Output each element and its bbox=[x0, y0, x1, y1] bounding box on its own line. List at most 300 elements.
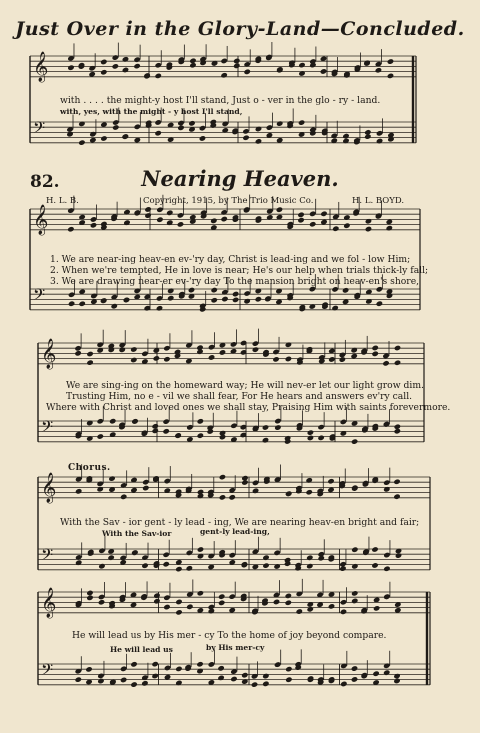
note-head bbox=[252, 340, 259, 346]
note-head bbox=[394, 345, 401, 351]
verse-3-line-a: 3. We are drawing near-er ev-'ry day To the mansion bright on heav-en's shore, bbox=[50, 276, 420, 287]
note-head bbox=[120, 666, 127, 672]
note-head bbox=[262, 562, 269, 568]
note-head bbox=[67, 226, 74, 232]
note-head bbox=[177, 221, 184, 227]
note-head bbox=[371, 546, 378, 552]
note-head bbox=[208, 344, 215, 350]
note-head bbox=[217, 675, 224, 681]
note-head bbox=[68, 292, 75, 298]
note-head bbox=[163, 604, 170, 610]
note-head bbox=[220, 209, 227, 215]
treble-clef-icon: 𝄞 bbox=[41, 473, 57, 503]
note-head bbox=[177, 125, 184, 131]
note-head bbox=[97, 673, 104, 679]
note-head bbox=[244, 69, 251, 75]
note-head bbox=[393, 678, 400, 684]
chorus-echo-2a: He will lead us bbox=[110, 645, 173, 654]
note-head bbox=[285, 490, 292, 496]
note-head bbox=[89, 131, 96, 137]
note-head bbox=[155, 62, 162, 68]
note-head bbox=[305, 489, 312, 495]
note-head bbox=[351, 665, 358, 671]
note-head bbox=[199, 135, 206, 141]
note-head bbox=[343, 222, 350, 228]
note-head bbox=[100, 135, 107, 141]
note-head bbox=[285, 666, 292, 672]
note-head bbox=[264, 295, 271, 301]
note-head bbox=[143, 73, 150, 79]
note-head bbox=[177, 120, 184, 126]
note-head bbox=[166, 210, 173, 216]
treble-clef-icon: 𝄞 bbox=[41, 339, 57, 369]
note-head bbox=[285, 676, 292, 682]
note-head bbox=[320, 68, 327, 74]
note-head bbox=[298, 70, 305, 76]
bass-clef-icon: 𝄢 bbox=[41, 546, 54, 568]
note-head bbox=[98, 599, 105, 605]
note-head bbox=[163, 345, 170, 351]
lyricist-credit: H. L. B. bbox=[46, 196, 79, 206]
note-head bbox=[112, 63, 119, 69]
lyric-top: with . . . . the might-y host I'll stand, Just o - ver in the glo - ry - land. bbox=[60, 95, 381, 106]
note-head bbox=[351, 590, 358, 596]
note-head bbox=[230, 341, 237, 347]
chorus-echo-1a: With the Sav-ior bbox=[102, 529, 172, 538]
note-head bbox=[306, 555, 313, 561]
verse-1-line-b: We are sing-ing on the homeward way; He will nev-er let our light grow dim. bbox=[66, 380, 424, 391]
note-head bbox=[208, 608, 215, 614]
note-head bbox=[98, 548, 105, 554]
note-head bbox=[186, 550, 193, 556]
note-head bbox=[156, 295, 163, 301]
note-head bbox=[276, 206, 283, 212]
note-head bbox=[131, 418, 138, 424]
note-head bbox=[285, 342, 292, 348]
note-head bbox=[188, 120, 195, 126]
note-head bbox=[219, 474, 226, 480]
lyric-top-bass: with, yes, with the might - y host I'll stand, bbox=[60, 107, 243, 116]
note-head bbox=[163, 594, 170, 600]
note-head bbox=[167, 295, 174, 301]
note-head bbox=[197, 418, 204, 424]
note-head bbox=[252, 346, 259, 352]
note-head bbox=[154, 119, 161, 125]
note-head bbox=[74, 345, 81, 351]
note-head bbox=[241, 672, 248, 678]
note-head bbox=[230, 676, 237, 682]
verse-1-line-a: 1. We are near-ing heav-en ev-'ry day, Christ is lead-ing and we fol - low Him; bbox=[50, 254, 411, 265]
note-head bbox=[393, 493, 400, 499]
verse-2-line-a: 2. When we're tempted, He in love is near; He's our help when trials thick-ly fall; bbox=[50, 265, 429, 276]
note-head bbox=[107, 554, 114, 560]
note-head bbox=[144, 212, 151, 218]
note-head bbox=[177, 212, 184, 218]
note-head bbox=[262, 554, 269, 560]
note-head bbox=[208, 661, 215, 667]
note-head bbox=[141, 562, 148, 568]
note-head bbox=[175, 666, 182, 672]
note-head bbox=[156, 207, 163, 213]
bass-clef-icon: 𝄢 bbox=[33, 286, 46, 308]
note-head bbox=[232, 297, 239, 303]
note-head bbox=[122, 133, 129, 139]
note-head bbox=[395, 552, 402, 558]
note-head bbox=[255, 138, 262, 144]
note-head bbox=[298, 62, 305, 68]
note-head bbox=[255, 296, 262, 302]
note-head bbox=[133, 63, 140, 69]
note-head bbox=[220, 216, 227, 222]
note-head bbox=[98, 563, 105, 569]
note-head bbox=[220, 72, 227, 78]
note-head bbox=[196, 661, 203, 667]
note-head bbox=[242, 128, 249, 134]
note-head bbox=[186, 424, 193, 430]
note-head bbox=[186, 604, 193, 610]
note-head bbox=[156, 305, 163, 311]
note-head bbox=[153, 355, 160, 361]
note-head bbox=[252, 480, 259, 486]
note-head bbox=[242, 135, 249, 141]
note-head bbox=[383, 593, 390, 599]
note-head bbox=[153, 598, 160, 604]
note-head bbox=[262, 673, 269, 679]
note-head bbox=[371, 345, 378, 351]
note-head bbox=[130, 357, 137, 363]
note-head bbox=[134, 124, 141, 130]
note-head bbox=[141, 554, 148, 560]
note-head bbox=[100, 59, 107, 65]
note-head bbox=[90, 222, 97, 228]
note-head bbox=[296, 608, 303, 614]
note-head bbox=[340, 419, 347, 425]
note-head bbox=[387, 136, 394, 142]
note-head bbox=[364, 133, 371, 139]
note-head bbox=[112, 124, 119, 130]
note-head bbox=[218, 600, 225, 606]
note-head bbox=[163, 356, 170, 362]
note-head bbox=[100, 298, 107, 304]
note-head bbox=[376, 286, 383, 292]
note-head bbox=[376, 300, 383, 306]
note-head bbox=[208, 354, 215, 360]
note-head bbox=[86, 351, 93, 357]
note-head bbox=[393, 673, 400, 679]
note-head bbox=[219, 349, 226, 355]
note-head bbox=[232, 291, 239, 297]
chorus-lyric-2: He will lead us by His mer - cy To the home of joy beyond compare. bbox=[72, 630, 387, 641]
note-head bbox=[328, 356, 335, 362]
note-head bbox=[162, 428, 169, 434]
note-head bbox=[393, 479, 400, 485]
note-head bbox=[255, 126, 262, 132]
note-head bbox=[307, 606, 314, 612]
note-head bbox=[309, 221, 316, 227]
note-head bbox=[233, 58, 240, 64]
note-head bbox=[365, 218, 372, 224]
note-head bbox=[111, 303, 118, 309]
note-head bbox=[331, 133, 338, 139]
note-head bbox=[186, 565, 193, 571]
note-head bbox=[394, 360, 401, 366]
note-head bbox=[97, 678, 104, 684]
note-head bbox=[153, 592, 160, 598]
note-head bbox=[151, 661, 158, 667]
note-head bbox=[162, 418, 169, 424]
bass-clef-icon: 𝄢 bbox=[41, 418, 54, 440]
note-head bbox=[142, 479, 149, 485]
bass-clef-icon: 𝄢 bbox=[33, 119, 46, 141]
note-head bbox=[156, 216, 163, 222]
note-head bbox=[274, 424, 281, 430]
chorus-label: Chorus. bbox=[68, 463, 111, 473]
note-head bbox=[229, 552, 236, 558]
note-head bbox=[85, 666, 92, 672]
note-head bbox=[122, 67, 129, 73]
note-head bbox=[266, 124, 273, 130]
note-head bbox=[274, 661, 281, 667]
note-head bbox=[351, 438, 358, 444]
note-head bbox=[340, 599, 347, 605]
note-head bbox=[252, 488, 259, 494]
note-head bbox=[272, 349, 279, 355]
note-head bbox=[383, 566, 390, 572]
note-head bbox=[131, 550, 138, 556]
note-head bbox=[339, 561, 346, 567]
note-head bbox=[351, 676, 358, 682]
note-head bbox=[97, 433, 104, 439]
hymn-number: 82. bbox=[30, 172, 60, 192]
note-head bbox=[331, 286, 338, 292]
note-head bbox=[164, 478, 171, 484]
note-head bbox=[174, 432, 181, 438]
note-head bbox=[221, 296, 228, 302]
note-head bbox=[162, 561, 169, 567]
note-head bbox=[218, 593, 225, 599]
note-head bbox=[78, 301, 85, 307]
note-head bbox=[328, 603, 335, 609]
note-head bbox=[86, 590, 93, 596]
note-head bbox=[211, 297, 218, 303]
note-head bbox=[98, 594, 105, 600]
note-head bbox=[142, 485, 149, 491]
note-head bbox=[130, 681, 137, 687]
note-head bbox=[233, 63, 240, 69]
note-head bbox=[199, 125, 206, 131]
note-head bbox=[154, 130, 161, 136]
note-head bbox=[317, 424, 324, 430]
note-head bbox=[188, 287, 195, 293]
note-head bbox=[243, 298, 250, 304]
chorus-echo-2b: by His mer-cy bbox=[206, 643, 265, 652]
note-head bbox=[285, 356, 292, 362]
note-head bbox=[339, 356, 346, 362]
note-head bbox=[339, 352, 346, 358]
note-head bbox=[372, 670, 379, 676]
chorus-echo-1b: gent-ly lead-ing, bbox=[200, 527, 270, 536]
note-head bbox=[387, 73, 394, 79]
note-head bbox=[197, 546, 204, 552]
note-head bbox=[86, 595, 93, 601]
page-title: Just Over in the Glory-Land—Concluded. bbox=[15, 18, 465, 40]
note-head bbox=[274, 418, 281, 424]
note-head bbox=[272, 356, 279, 362]
note-head bbox=[332, 225, 339, 231]
hymn-title: Nearing Heaven. bbox=[141, 166, 339, 191]
bass-clef-icon: 𝄢 bbox=[41, 661, 54, 683]
note-head bbox=[152, 428, 159, 434]
note-head bbox=[151, 673, 158, 679]
note-head bbox=[351, 598, 358, 604]
note-head bbox=[175, 599, 182, 605]
note-head bbox=[134, 288, 141, 294]
note-head bbox=[241, 475, 248, 481]
composer-credit: H. L. BOYD. bbox=[352, 196, 405, 206]
note-head bbox=[382, 360, 389, 366]
note-head bbox=[112, 119, 119, 125]
note-head bbox=[141, 680, 148, 686]
note-head bbox=[376, 130, 383, 136]
note-head bbox=[119, 347, 126, 353]
note-head bbox=[75, 488, 82, 494]
note-head bbox=[220, 58, 227, 64]
note-head bbox=[228, 494, 235, 500]
note-head bbox=[130, 661, 137, 667]
note-head bbox=[375, 67, 382, 73]
note-head bbox=[90, 216, 97, 222]
note-head bbox=[219, 494, 226, 500]
note-head bbox=[297, 217, 304, 223]
note-head bbox=[318, 555, 325, 561]
note-head bbox=[342, 133, 349, 139]
note-head bbox=[155, 73, 162, 79]
treble-clef-icon: 𝄞 bbox=[33, 205, 49, 235]
note-head bbox=[120, 677, 127, 683]
note-head bbox=[175, 566, 182, 572]
note-head bbox=[175, 609, 182, 615]
note-head bbox=[229, 593, 236, 599]
note-head bbox=[130, 346, 137, 352]
verse-2-line-b: Trusting Him, no e - vil we shall fear, For He hears and answers ev'ry call. bbox=[66, 391, 413, 402]
note-head bbox=[141, 351, 148, 357]
note-head bbox=[285, 600, 292, 606]
note-head bbox=[383, 669, 390, 675]
note-head bbox=[297, 212, 304, 218]
note-head bbox=[119, 555, 126, 561]
verse-3-line-b: Where with Christ and loved ones we shall stay, Praising Him with saints forevermore. bbox=[46, 402, 451, 413]
note-head bbox=[97, 418, 104, 424]
note-head bbox=[306, 563, 313, 569]
note-head bbox=[196, 344, 203, 350]
note-head bbox=[144, 206, 151, 212]
note-head bbox=[219, 434, 226, 440]
note-head bbox=[383, 552, 390, 558]
note-head bbox=[78, 139, 85, 145]
note-head bbox=[365, 226, 372, 232]
note-head bbox=[331, 305, 338, 311]
treble-clef-icon: 𝄞 bbox=[41, 588, 57, 618]
note-head bbox=[96, 341, 103, 347]
note-head bbox=[371, 351, 378, 357]
note-head bbox=[387, 58, 394, 64]
note-head bbox=[273, 599, 280, 605]
note-head bbox=[109, 418, 116, 424]
note-head bbox=[230, 423, 237, 429]
note-head bbox=[262, 681, 269, 687]
note-head bbox=[320, 211, 327, 217]
note-head bbox=[307, 429, 314, 435]
note-head bbox=[67, 64, 74, 70]
note-head bbox=[298, 119, 305, 125]
note-head bbox=[262, 424, 269, 430]
note-head bbox=[96, 481, 103, 487]
note-head bbox=[351, 546, 358, 552]
note-head bbox=[351, 563, 358, 569]
note-head bbox=[327, 478, 334, 484]
note-head bbox=[340, 681, 347, 687]
note-head bbox=[162, 552, 169, 558]
note-head bbox=[222, 121, 229, 127]
note-head bbox=[317, 435, 324, 441]
note-head bbox=[285, 593, 292, 599]
note-head bbox=[164, 665, 171, 671]
note-head bbox=[376, 138, 383, 144]
note-head bbox=[342, 287, 349, 293]
note-head bbox=[100, 69, 107, 75]
note-head bbox=[211, 287, 218, 293]
note-head bbox=[371, 562, 378, 568]
note-head bbox=[108, 475, 115, 481]
note-head bbox=[262, 437, 269, 443]
note-head bbox=[120, 494, 127, 500]
note-head bbox=[86, 359, 93, 365]
note-head bbox=[189, 58, 196, 64]
note-head bbox=[66, 131, 73, 137]
treble-clef-icon: 𝄞 bbox=[33, 52, 49, 82]
note-head bbox=[217, 665, 224, 671]
note-head bbox=[243, 290, 250, 296]
note-head bbox=[273, 550, 280, 556]
note-head bbox=[133, 56, 140, 62]
note-head bbox=[197, 432, 204, 438]
note-head bbox=[394, 428, 401, 434]
note-head bbox=[123, 297, 130, 303]
note-head bbox=[309, 211, 316, 217]
copyright-notice: Copyright, 1915, by The Trio Music Co. bbox=[143, 196, 314, 206]
note-head bbox=[167, 288, 174, 294]
note-head bbox=[251, 681, 258, 687]
note-head bbox=[276, 120, 283, 126]
note-head bbox=[386, 293, 393, 299]
note-head bbox=[68, 301, 75, 307]
note-head bbox=[210, 218, 217, 224]
note-head bbox=[74, 350, 81, 356]
note-head bbox=[112, 54, 119, 60]
note-head bbox=[307, 435, 314, 441]
note-head bbox=[373, 605, 380, 611]
chorus-lyric-1: With the Sav - ior gent - ly lead - ing, We are nearing heav-en bright and fair; bbox=[60, 517, 420, 528]
note-head bbox=[197, 590, 204, 596]
note-head bbox=[383, 479, 390, 485]
note-head bbox=[90, 293, 97, 299]
note-head bbox=[67, 207, 74, 213]
note-head bbox=[340, 609, 347, 615]
note-head bbox=[386, 225, 393, 231]
note-head bbox=[75, 676, 82, 682]
note-head bbox=[383, 663, 390, 669]
note-head bbox=[343, 214, 350, 220]
